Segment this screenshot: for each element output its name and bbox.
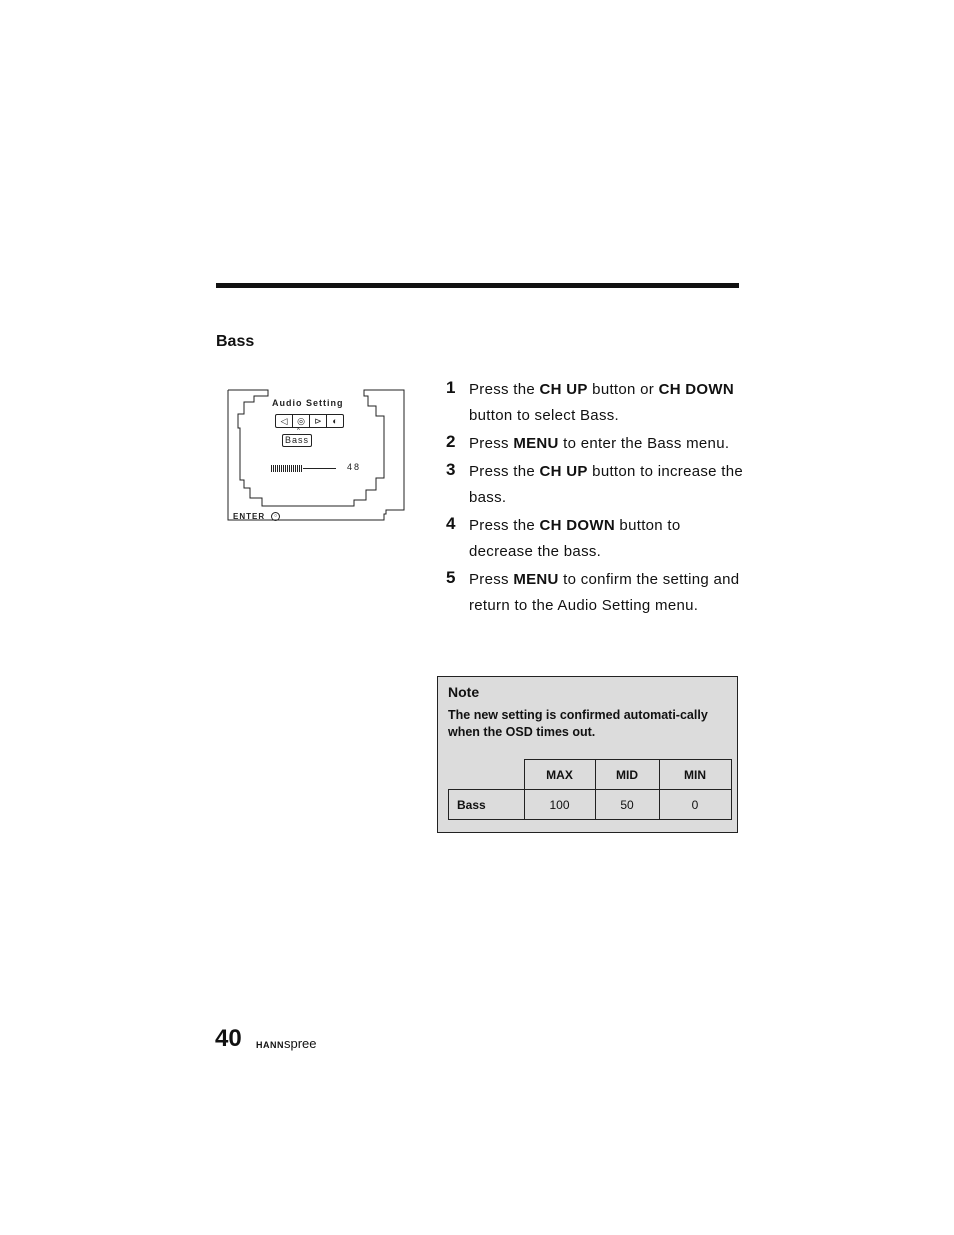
note-title: Note <box>448 684 480 700</box>
osd-icon-row <box>275 414 344 428</box>
osd-screen-illustration <box>226 388 406 524</box>
selector-caret-icon: ^ <box>297 428 300 434</box>
step-text: Press the <box>469 381 540 398</box>
osd-frame <box>226 388 406 524</box>
section-title: Bass <box>216 333 255 350</box>
value-max: 100 <box>524 790 595 820</box>
value-mid: 50 <box>595 790 659 820</box>
brand-logo <box>256 1036 317 1051</box>
instruction-steps <box>446 377 746 621</box>
step-1 <box>446 377 746 429</box>
step-3 <box>446 459 746 511</box>
step-text: button to decrease the bass. <box>469 517 681 560</box>
surround-icon: ◎ <box>293 415 310 427</box>
step-2 <box>446 431 746 457</box>
stereo-icon: ⊳ <box>310 415 327 427</box>
header-mid: MID <box>595 760 659 790</box>
step-number: 5 <box>446 568 456 587</box>
step-text: to enter the Bass menu. <box>558 435 730 452</box>
header-rule <box>216 283 739 288</box>
row-label-bass: Bass <box>449 790 525 820</box>
step-5 <box>446 567 746 619</box>
step-keyword: MENU <box>513 435 559 452</box>
table-row <box>449 790 732 820</box>
step-keyword: CH DOWN <box>658 381 734 398</box>
header-min: MIN <box>659 760 731 790</box>
osd-enter-label: ENTER <box>233 512 266 521</box>
note-text: The new setting is confirmed automati-cally when the OSD times out. <box>448 708 708 739</box>
step-4 <box>446 513 746 565</box>
step-keyword: MENU <box>513 571 559 588</box>
step-keyword: CH DOWN <box>539 517 615 534</box>
speaker-mute-icon: ◁ <box>276 415 293 427</box>
brand-light: spree <box>284 1036 317 1051</box>
enter-icon: ○ <box>271 512 280 521</box>
step-text: Press <box>469 571 514 588</box>
bass-level-track <box>303 468 336 469</box>
table-header-row <box>449 760 732 790</box>
step-text: button to select Bass. <box>469 407 620 424</box>
osd-selected-item: Bass <box>282 434 312 447</box>
step-text: Press the <box>469 463 540 480</box>
osd-title: Audio Setting <box>272 398 344 408</box>
bass-range-table <box>448 759 732 820</box>
step-keyword: CH UP <box>539 381 588 398</box>
step-keyword: CH UP <box>539 463 588 480</box>
step-text: to confirm the setting and return to the Audio Setting menu. <box>469 571 740 614</box>
step-text: Press <box>469 435 514 452</box>
brand-bold: HANN <box>256 1040 284 1050</box>
step-number: 4 <box>446 514 456 533</box>
audio-globe-icon: ◐ <box>332 416 338 426</box>
header-max: MAX <box>524 760 595 790</box>
step-number: 1 <box>446 378 456 397</box>
step-text: button or <box>587 381 659 398</box>
bass-level-value: 48 <box>347 462 362 472</box>
value-min: 0 <box>659 790 731 820</box>
note-box <box>437 676 738 833</box>
step-text: button to increase the bass. <box>469 463 744 506</box>
page-number: 40 <box>215 1025 242 1052</box>
step-text: Press the <box>469 517 540 534</box>
bass-level-bar <box>271 465 303 472</box>
step-number: 2 <box>446 432 456 451</box>
table-corner <box>449 760 525 790</box>
step-number: 3 <box>446 460 456 479</box>
